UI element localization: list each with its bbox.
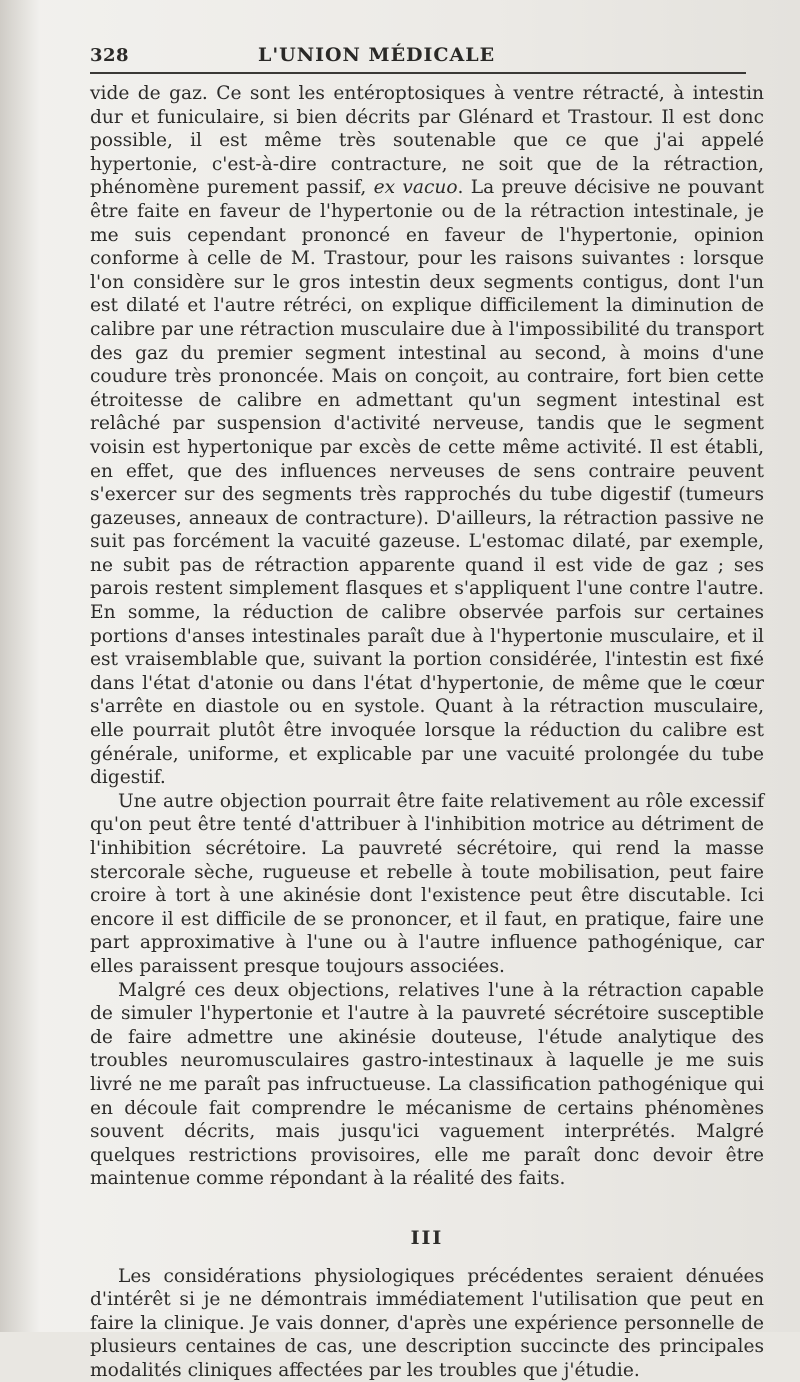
- latin-phrase: ex vacuo: [374, 177, 458, 198]
- section-heading: III: [90, 1227, 764, 1251]
- paragraph-1: [90, 82, 764, 790]
- page-header: [90, 44, 746, 74]
- running-title: L'UNION MÉDICALE: [258, 44, 495, 66]
- paragraph-1-end: . La preuve décisive ne pouvant être faite en faveur de l'hypertonie ou de la rétraction intestinale, je me suis cependant prononcé en faveur de l'hypertonie, opinion conforme à celle de M. Trastour, pour les raisons suivantes : lorsque l'on considère sur le gros intestin deux segments contigus, dont l'un est dilaté et l'autre rétréci, on explique difficilement la diminution de calibre par une rétraction musculaire due à l'impossibilité du transport des gaz du premier segment intestinal au second, à moins d'une coudure très prononcée. Mais on conçoit, au contraire, fort bien cette étroitesse de calibre en admettant qu'un segment intestinal est relâché par suspension d'activité nerveuse, tandis que le segment voisin est hypertonique par excès de cette même activité. Il est établi, en effet, que des influences nerveuses de sens contraire peuvent s'exercer sur des segments très rapprochés du tube digestif (tumeurs gazeuses, anneaux de contracture). D'ailleurs, la rétraction passive ne suit pas forcément la vacuité gazeuse. L'estomac dilaté, par exemple, ne subit pas de rétraction apparente quand il est vide de gaz ; ses parois restent simplement flasques et s'appliquent l'une contre l'autre. En somme, la réduction de calibre observée parfois sur certaines portions d'anses intestinales paraît due à l'hypertonie musculaire, et il est vraisemblable que, suivant la portion considérée, l'intestin est fixé dans l'état d'atonie ou dans l'état d'hypertonie, de même que le cœur s'arrête en diastole ou en systole. Quant à la rétraction musculaire, elle pourrait plutôt être invoquée lorsque la réduction du calibre est générale, uniforme, et explicable par une vacuité prolongée du tube digestif.: [90, 177, 764, 788]
- body-text: [90, 82, 764, 1382]
- paragraph-1-start: vide de gaz. Ce sont les entéroptosiques à ventre rétracté, à intestin dur et funiculaire, si bien décrits par Glénard et Trastour. Il est donc possible, il est même très soutenable que ce que j'ai appelé hypertonie, c'est-à-dire contracture, ne soit que de la rétraction, phénomène purement passif,: [90, 83, 764, 198]
- page-number: 328: [90, 45, 240, 66]
- paragraph-4: Les considérations physiologiques précédentes seraient dénuées d'intérêt si je ne démontrais immédiatement l'utilisation que peut en faire la clinique. Je vais donner, d'après une expérience personnelle de plusieurs centaines de cas, une description succincte des principales modalités cliniques affectées par les troubles que j'étudie.: [90, 1265, 764, 1382]
- paragraph-3: Malgré ces deux objections, relatives l'une à la rétraction capable de simuler l'hypertonie et l'autre à la pauvreté sécrétoire susceptible de faire admettre une akinésie douteuse, l'étude analytique des troubles neuromusculaires gastro-intestinaux à laquelle je me suis livré ne me paraît pas infructueuse. La classification pathogénique qui en découle fait comprendre le mécanisme de certains phénomènes souvent décrits, mais jusqu'ici vaguement interprétés. Malgré quelques restrictions provisoires, elle me paraît donc devoir être maintenue comme répondant à la réalité des faits.: [90, 979, 764, 1191]
- paragraph-2: Une autre objection pourrait être faite relativement au rôle excessif qu'on peut être tenté d'attribuer à l'inhibition motrice au détriment de l'inhibition sécrétoire. La pauvreté sécrétoire, qui rend la masse stercorale sèche, rugueuse et rebelle à toute mobilisation, peut faire croire à tort à une akinésie dont l'existence peut être discutable. Ici encore il est difficile de se prononcer, et il faut, en pratique, faire une part approximative à l'une ou à l'autre influence pathogénique, car elles paraissent presque toujours associées.: [90, 790, 764, 979]
